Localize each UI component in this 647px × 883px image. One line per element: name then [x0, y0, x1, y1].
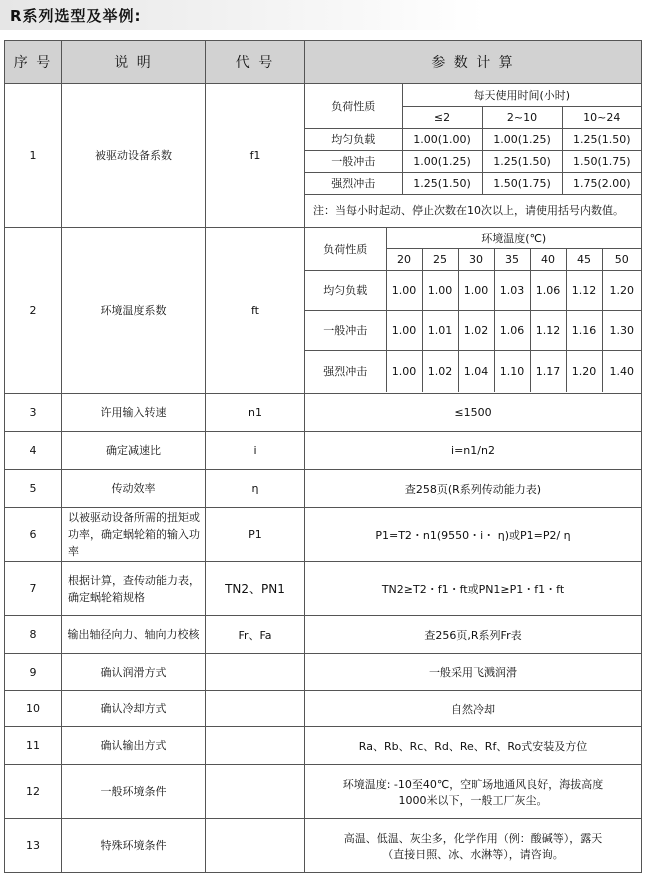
ft-col-header: 40 — [530, 248, 566, 270]
header-seq: 序 号 — [5, 41, 62, 84]
row-number: 9 — [5, 654, 62, 691]
row-calc: TN2≥T2・f1・ft或PN1≥P1・f1・ft — [305, 562, 642, 616]
row-calc — [305, 819, 642, 873]
ft-value: 1.02 — [422, 350, 458, 392]
ft-subtable — [305, 228, 641, 392]
f1-value: 1.00(1.25) — [402, 150, 482, 172]
ft-value: 1.10 — [494, 350, 530, 392]
row-calc: 自然冷却 — [305, 691, 642, 727]
ft-col-header: 20 — [386, 248, 422, 270]
row-calc: 查258页(R系列传动能力表) — [305, 470, 642, 508]
row-number: 5 — [5, 470, 62, 508]
ft-value: 1.00 — [422, 270, 458, 310]
row-calc: i=n1/n2 — [305, 432, 642, 470]
row-code: ft — [206, 228, 305, 394]
header-desc: 说 明 — [62, 41, 206, 84]
row-calc: ≤1500 — [305, 394, 642, 432]
page-title: R系列选型及举例: — [10, 7, 142, 25]
row-calc-line: 1000米以下，一般工厂灰尘。 — [398, 793, 548, 807]
f1-cell — [305, 84, 642, 228]
f1-value: 1.00(1.00) — [402, 128, 482, 150]
row-desc-line: 以被驱动设备所需的扭矩或 — [68, 511, 200, 524]
header-calc: 参 数 计 算 — [305, 41, 642, 84]
row-calc: 一般采用飞溅润滑 — [305, 654, 642, 691]
f1-row-label: 一般冲击 — [305, 150, 402, 172]
table-row — [5, 470, 642, 508]
table-row — [5, 654, 642, 691]
row-desc: 确认输出方式 — [62, 727, 206, 765]
row-desc — [62, 508, 206, 562]
row-code — [206, 654, 305, 691]
ft-temp-header: 环境温度(℃) — [386, 228, 641, 248]
row-number: 7 — [5, 562, 62, 616]
table-row — [5, 819, 642, 873]
row-desc: 许用输入转速 — [62, 394, 206, 432]
ft-value: 1.12 — [530, 310, 566, 350]
f1-col-header: 2~10 — [482, 106, 562, 128]
row-code: i — [206, 432, 305, 470]
f1-subtable — [305, 84, 641, 226]
f1-value: 1.50(1.75) — [482, 172, 562, 194]
ft-value: 1.30 — [602, 310, 641, 350]
row-code: P1 — [206, 508, 305, 562]
table-header-row — [5, 41, 642, 84]
ft-value: 1.17 — [530, 350, 566, 392]
f1-value: 1.75(2.00) — [562, 172, 641, 194]
ft-value: 1.00 — [386, 270, 422, 310]
row-desc — [62, 562, 206, 616]
row-desc-line: 根据计算，查传动能力表， — [68, 573, 200, 587]
row-number: 12 — [5, 765, 62, 819]
row-number: 6 — [5, 508, 62, 562]
row-calc: 查256页,R系列Fr表 — [305, 616, 642, 654]
f1-load-header: 负荷性质 — [305, 84, 402, 128]
ft-value: 1.00 — [386, 310, 422, 350]
row-number: 8 — [5, 616, 62, 654]
ft-value: 1.12 — [566, 270, 602, 310]
ft-value: 1.06 — [530, 270, 566, 310]
table-row — [5, 727, 642, 765]
row-number: 10 — [5, 691, 62, 727]
ft-value: 1.01 — [422, 310, 458, 350]
row-desc: 传动效率 — [62, 470, 206, 508]
ft-col-header: 50 — [602, 248, 641, 270]
f1-col-header: 10~24 — [562, 106, 641, 128]
ft-col-header: 45 — [566, 248, 602, 270]
ft-col-header: 35 — [494, 248, 530, 270]
row-desc: 一般环境条件 — [62, 765, 206, 819]
row-number: 1 — [5, 84, 62, 228]
row-desc: 确认冷却方式 — [62, 691, 206, 727]
table-row — [5, 562, 642, 616]
row-number: 3 — [5, 394, 62, 432]
row-code: η — [206, 470, 305, 508]
ft-value: 1.02 — [458, 310, 494, 350]
f1-value: 1.25(1.50) — [562, 128, 641, 150]
f1-row-label: 均匀负载 — [305, 128, 402, 150]
ft-value: 1.03 — [494, 270, 530, 310]
row-number: 4 — [5, 432, 62, 470]
row-code — [206, 819, 305, 873]
row-calc: Ra、Rb、Rc、Rd、Re、Rf、Ro式安装及方位 — [305, 727, 642, 765]
row-desc: 确认润滑方式 — [62, 654, 206, 691]
row-number: 13 — [5, 819, 62, 873]
row-code — [206, 691, 305, 727]
row-code: n1 — [206, 394, 305, 432]
selection-table — [4, 40, 642, 873]
ft-row-label: 一般冲击 — [305, 310, 386, 350]
row-number: 11 — [5, 727, 62, 765]
row-code: f1 — [206, 84, 305, 228]
f1-time-header: 每天使用时间(小时) — [402, 84, 641, 106]
table-row — [5, 394, 642, 432]
ft-value: 1.00 — [386, 350, 422, 392]
row-desc: 环境温度系数 — [62, 228, 206, 394]
row-calc-line: 环境温度: -10至40℃，空旷场地通风良好，海拔高度 — [342, 777, 604, 791]
ft-load-header: 负荷性质 — [305, 228, 386, 270]
table-row — [5, 508, 642, 562]
row-code: Fr、Fa — [206, 616, 305, 654]
row-number: 2 — [5, 228, 62, 394]
row-desc: 被驱动设备系数 — [62, 84, 206, 228]
ft-value: 1.20 — [566, 350, 602, 392]
row-desc-line: 功率，确定蜗轮箱的输入功率 — [68, 528, 200, 558]
row-desc: 输出轴径向力、轴向力校核 — [62, 616, 206, 654]
f1-value: 1.25(1.50) — [482, 150, 562, 172]
table-row — [5, 691, 642, 727]
row-desc-line: 确定蜗轮箱规格 — [68, 590, 145, 604]
row-calc-line: （直接日照、冰、水淋等），请咨询。 — [382, 847, 564, 861]
ft-row-label: 强烈冲击 — [305, 350, 386, 392]
table-row — [5, 616, 642, 654]
f1-value: 1.25(1.50) — [402, 172, 482, 194]
f1-col-header: ≤2 — [402, 106, 482, 128]
table-row — [5, 765, 642, 819]
ft-value: 1.06 — [494, 310, 530, 350]
ft-value: 1.00 — [458, 270, 494, 310]
row-calc: P1=T2・n1(9550・i・ η)或P1=P2/ η — [305, 508, 642, 562]
ft-value: 1.04 — [458, 350, 494, 392]
table-row — [5, 228, 642, 394]
f1-value: 1.00(1.25) — [482, 128, 562, 150]
ft-row-label: 均匀负载 — [305, 270, 386, 310]
f1-row-label: 强烈冲击 — [305, 172, 402, 194]
f1-value: 1.50(1.75) — [562, 150, 641, 172]
row-desc: 特殊环境条件 — [62, 819, 206, 873]
table-row — [5, 84, 642, 228]
row-code: TN2、PN1 — [206, 562, 305, 616]
header-code: 代 号 — [206, 41, 305, 84]
ft-value: 1.16 — [566, 310, 602, 350]
row-code — [206, 765, 305, 819]
table-row — [5, 432, 642, 470]
ft-col-header: 25 — [422, 248, 458, 270]
row-calc — [305, 765, 642, 819]
ft-value: 1.20 — [602, 270, 641, 310]
f1-note: 注：当每小时起动、停止次数在10次以上，请使用括号内数值。 — [305, 194, 641, 226]
row-desc: 确定减速比 — [62, 432, 206, 470]
ft-value: 1.40 — [602, 350, 641, 392]
ft-cell — [305, 228, 642, 394]
title-bar — [0, 0, 647, 30]
row-calc-line: 高温、低温、灰尘多，化学作用（例：酸碱等），露天 — [343, 831, 603, 845]
row-code — [206, 727, 305, 765]
ft-col-header: 30 — [458, 248, 494, 270]
